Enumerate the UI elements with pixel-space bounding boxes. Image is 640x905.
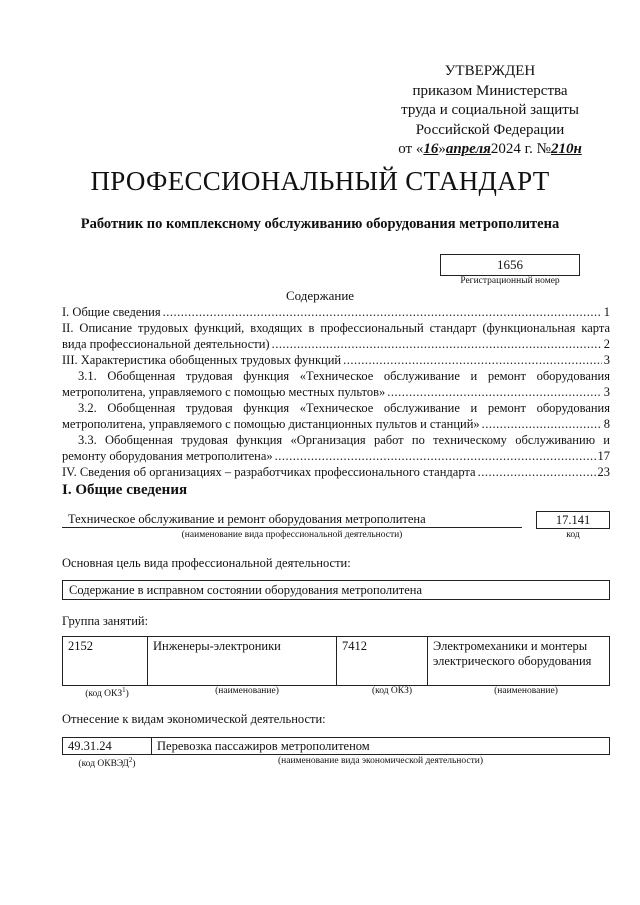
toc-item-4-page: 23 — [597, 465, 610, 479]
document-title: ПРОФЕССИОНАЛЬНЫЙ СТАНДАРТ — [90, 166, 550, 196]
section-1-title: I. Общие сведения — [62, 482, 188, 498]
approval-month: апреля — [445, 141, 491, 157]
toc-item-3-2-line-2: метрополитена, управляемого с помощью дистанционных пультов и станций» — [62, 417, 480, 431]
okz-name-2: Электромеханики и монтеры электрического оборудования — [428, 637, 610, 686]
approval-number: 210н — [550, 141, 582, 157]
approval-line-4: Российской Федерации — [415, 121, 565, 138]
toc-item-1-text: I. Общие сведения — [62, 305, 161, 319]
goal-label: Основная цель вида профессиональной деятельности: — [62, 556, 351, 570]
okved-name-caption: (наименование вида экономической деятельности) — [278, 756, 483, 766]
toc-item-3-2-line-1: 3.2. Обобщенная трудовая функция «Техническое обслуживание и ремонт оборудования — [78, 401, 610, 415]
toc-item-3-2[interactable] — [62, 400, 610, 432]
okz-name-caption-1: (наименование) — [215, 686, 279, 696]
okved-code-caption — [62, 756, 152, 769]
group-label: Группа занятий: — [62, 614, 149, 628]
goal-field: Содержание в исправном состоянии оборудования метрополитена — [62, 580, 610, 600]
approval-line-3: труда и социальной защиты — [401, 102, 579, 118]
okved-code-caption-end: ) — [132, 759, 136, 770]
okved-code: 49.31.24 — [62, 737, 152, 755]
toc-item-3-1-line-1: 3.1. Обобщенная трудовая функция «Техническое обслуживание и ремонт оборудования — [78, 369, 610, 383]
approval-day: 16 — [423, 141, 439, 157]
toc-heading: Содержание — [285, 288, 355, 303]
registration-number: 1656 — [440, 254, 580, 276]
okved-name: Перевозка пассажиров метрополитеном — [151, 737, 610, 755]
approval-line-2: приказом Министерства — [412, 82, 568, 99]
approval-year: 2024 г. № — [490, 141, 551, 157]
toc-item-4-text: IV. Сведения об организациях – разработчиках профессионального стандарта — [62, 465, 476, 479]
approval-mid: » — [438, 141, 446, 157]
toc-item-3-3-line-2: ремонту оборудования метрополитена» — [62, 449, 273, 463]
approval-prefix: от « — [398, 141, 424, 157]
approval-line-1: УТВЕРЖДЕН — [444, 63, 536, 79]
toc-item-3-text: III. Характеристика обобщенных трудовых функций — [62, 353, 342, 367]
toc-item-2[interactable] — [62, 320, 610, 352]
footnote-1-mark: 1 — [122, 686, 126, 694]
okz-code-caption-1-text: (код ОКЗ — [85, 689, 123, 700]
okz-code-caption-1-end: ) — [125, 689, 129, 700]
document-subtitle: Работник по комплексному обслуживанию оборудования метрополитена — [80, 216, 560, 232]
toc-item-1-page: 1 — [603, 305, 610, 319]
okz-name-1: Инженеры-электроники — [148, 637, 337, 686]
activity-name-field: Техническое обслуживание и ремонт оборудования метрополитена — [62, 512, 522, 528]
activity-caption: (наименование вида профессиональной деятельности) — [181, 530, 403, 540]
table-row — [63, 637, 610, 686]
toc-item-4[interactable] — [62, 464, 610, 480]
toc-item-2-page: 2 — [603, 337, 610, 351]
toc-item-3-page: 3 — [603, 353, 610, 367]
activity-code-caption: код — [566, 530, 580, 540]
toc-item-3-1[interactable] — [62, 368, 610, 400]
activity-code-box: 17.141 — [536, 511, 610, 529]
okz-name-caption-2: (наименование) — [494, 686, 558, 696]
toc-item-3-3-page: 17 — [597, 449, 610, 463]
toc-item-2-line-1: II. Описание трудовых функций, входящих в профессиональный стандарт (функциональная карта — [62, 321, 610, 335]
footnote-2-mark: 2 — [128, 756, 133, 764]
toc-item-3[interactable] — [62, 352, 610, 368]
toc-item-3-1-line-2: метрополитена, управляемого с помощью местных пультов» — [62, 385, 386, 399]
toc-item-3-1-page: 3 — [603, 385, 610, 399]
toc-item-3-2-page: 8 — [603, 417, 610, 431]
toc-item-1[interactable] — [62, 304, 610, 320]
toc-item-2-line-2: вида профессиональной деятельности) — [62, 337, 270, 351]
registration-label: Регистрационный номер — [460, 276, 560, 286]
okz-code-caption-1 — [62, 686, 152, 699]
okz-code-caption-2: (код ОКЗ) — [371, 686, 413, 696]
toc-item-3-3-line-1: 3.3. Обобщенная трудовая функция «Организация работ по техническому обслуживанию и — [78, 433, 610, 447]
occupation-group-table — [62, 636, 610, 686]
table-of-contents — [62, 304, 610, 480]
okved-label: Отнесение к видам экономической деятельности: — [62, 712, 326, 726]
okz-code-1: 2152 — [63, 637, 148, 686]
approval-block — [360, 62, 620, 160]
approval-date-line — [360, 140, 620, 160]
okz-code-2: 7412 — [337, 637, 428, 686]
okved-code-caption-text: (код ОКВЭД — [78, 759, 129, 770]
toc-item-3-3[interactable] — [62, 432, 610, 464]
